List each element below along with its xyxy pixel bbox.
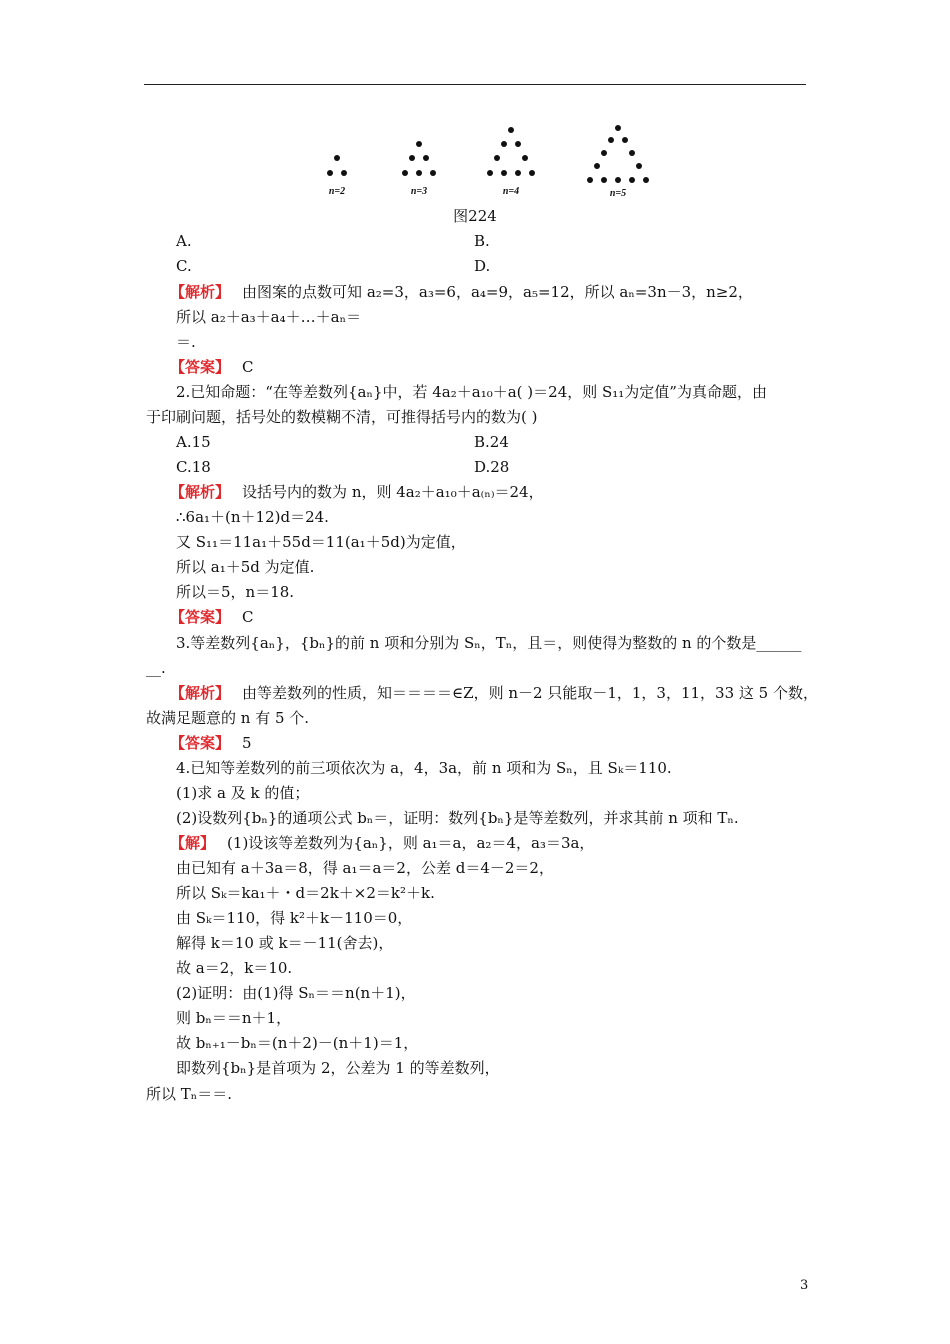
q2-option-d: D.28 [474,458,510,476]
q4-solution-line8: 则 bₙ＝＝n＋1， [176,1009,292,1027]
q4-solution-line1: 【 解 】 (1)设该等差数列为{aₙ}，则 a₁＝a，a₂＝4，a₃＝3a， [170,833,594,853]
q1-analysis-line2: 所以 a₂＋a₃＋a₄＋…＋aₙ＝ [176,308,362,326]
q2-option-b: B.24 [474,433,509,451]
pattern-n5 [587,125,649,183]
q4-solution-line7: (2)证明：由(1)得 Sₙ＝＝n(n＋1)， [176,984,416,1002]
q4-solution-line11: 所以 Tₙ＝＝. [146,1085,233,1103]
q3-analysis-line2: 故满足题意的 n 有 5 个. [146,709,310,727]
analysis-tag: 【 解析 】 [170,483,230,501]
q4-solution-line9: 故 bₙ₊₁－bₙ＝(n＋2)－(n＋1)＝1， [176,1034,419,1052]
q2-stem-line1: 2.已知命题：“在等差数列{aₙ}中，若 4a₂＋a₁₀＋a( )＝24，则 S₁₁为定值”为真命题，由 [176,383,767,401]
q4-solution-line6: 故 a＝2，k＝10. [176,959,293,977]
answer-tag: 【 答案 】 [170,358,230,376]
option-c: C. [176,257,192,275]
label-n2: n=2 [328,186,346,197]
solution-tag: 【 解 】 [170,834,215,852]
header-rule [144,84,806,85]
label-n3: n=3 [410,186,428,197]
q4-solution-line3: 所以 Sₖ＝ka₁＋・d＝2k＋×2＝k²＋k. [176,884,435,902]
q2-option-c: C.18 [176,458,211,476]
q3-answer: 【 答案 】 5 [170,733,252,753]
q1-answer: 【 答案 】 C [170,357,254,377]
answer-tag: 【 答案 】 [170,734,230,752]
q1-analysis-line1: 【 解析 】 由图案的点数可知 a₂=3，a₃=6，a₄=9，a₅=12，所以 aₙ=3n－3，n≥2， [170,282,753,302]
q2-stem-line2: 于印刷问题，括号处的数模糊不清，可推得括号内的数为( ) [146,408,538,426]
figure-caption: 图224 [453,207,497,225]
q2-option-a: A.15 [176,433,211,451]
q3-stem-line1: 3.等差数列{aₙ}，{bₙ}的前 n 项和分别为 Sₙ，Tₙ，且＝，则使得为整数的 n 的个数是______ [176,634,802,652]
q4-solution-line10: 即数列{bₙ}是首项为 2，公差为 1 的等差数列， [176,1059,500,1077]
q4-stem-line1: 4.已知等差数列的前三项依次为 a，4，3a，前 n 项和为 Sₙ，且 Sₖ＝110. [176,759,672,777]
pattern-n3 [402,141,436,176]
dot-triangle-figure [318,120,658,202]
q3-analysis-line1: 【 解析 】 由等差数列的性质，知＝＝＝＝∈Z，则 n－2 只能取－1，1，3，11，33 这 5 个数， [170,683,818,703]
pattern-n4 [487,127,535,176]
q2-analysis-line2: ∴6a₁＋(n＋12)d＝24. [176,508,329,526]
q3-stem-line2: __. [146,659,166,677]
analysis-tag: 【 解析 】 [170,283,230,301]
q4-solution-line4: 由 Sₖ＝110，得 k²＋k－110＝0， [176,909,413,927]
q4-solution-line5: 解得 k＝10 或 k＝－11(舍去)， [176,934,394,952]
option-d: D. [474,257,491,275]
q2-analysis-line1: 【 解析 】 设括号内的数为 n，则 4a₂＋a₁₀＋a₍ₙ₎＝24， [170,482,544,502]
q2-answer: 【 答案 】 C [170,607,254,627]
q2-analysis-line4: 所以 a₁＋5d 为定值. [176,558,315,576]
pattern-n2 [327,155,347,176]
option-b: B. [474,232,490,250]
label-n4: n=4 [502,186,520,197]
label-n5: n=5 [609,188,627,199]
analysis-tag: 【 解析 】 [170,684,230,702]
q4-stem-line3: (2)设数列{bₙ}的通项公式 bₙ＝，证明：数列{bₙ}是等差数列，并求其前 n 项和 Tₙ. [176,809,739,827]
q1-analysis-line3: ＝. [176,333,196,351]
q2-analysis-line5: 所以＝5，n＝18. [176,583,295,601]
answer-tag: 【 答案 】 [170,608,230,626]
page-number: 3 [800,1278,809,1293]
option-a: A. [176,232,192,250]
q4-solution-line2: 由已知有 a＋3a＝8，得 a₁＝a＝2，公差 d＝4－2＝2， [176,859,554,877]
q4-stem-line2: (1)求 a 及 k 的值； [176,784,310,802]
q2-analysis-line3: 又 S₁₁＝11a₁＋55d＝11(a₁＋5d)为定值， [176,533,466,551]
